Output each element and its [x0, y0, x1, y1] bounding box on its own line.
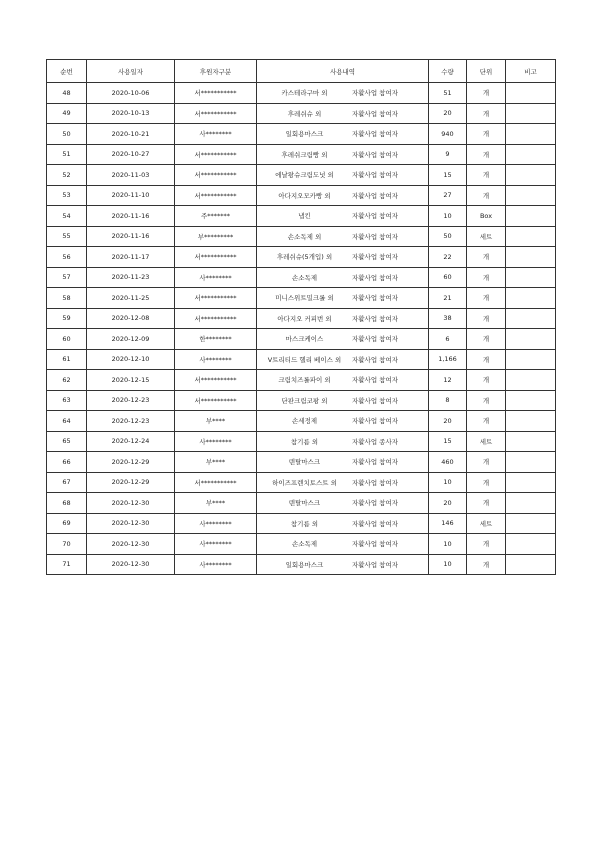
usage-item: 일회용마스크	[285, 560, 324, 569]
cell-no: 61	[47, 349, 87, 370]
cell-unit: 개	[467, 411, 506, 432]
usage-purpose: 자활사업 참여자	[352, 540, 399, 549]
cell-note	[506, 165, 556, 186]
cell-donor: 서***********	[175, 308, 257, 329]
table-row	[47, 288, 556, 309]
usage-item: 손세정제	[291, 417, 318, 426]
cell-donor: 서***********	[175, 390, 257, 411]
cell-no: 66	[47, 452, 87, 473]
cell-unit: 개	[467, 370, 506, 391]
cell-qty: 21	[429, 288, 467, 309]
cell-unit: 개	[467, 144, 506, 165]
cell-usage	[257, 370, 429, 391]
cell-unit: 개	[467, 329, 506, 350]
cell-note	[506, 534, 556, 555]
cell-date: 2020-11-16	[87, 226, 175, 247]
cell-usage	[257, 83, 429, 104]
column-header-qty: 수량	[429, 60, 467, 83]
cell-unit: Box	[467, 206, 506, 227]
cell-usage	[257, 452, 429, 473]
cell-unit: 개	[467, 247, 506, 268]
column-header-unit: 단위	[467, 60, 506, 83]
usage-purpose: 자활사업 참여자	[352, 273, 399, 282]
cell-donor: 사********	[175, 349, 257, 370]
usage-item: 일회용마스크	[285, 130, 324, 139]
cell-date: 2020-12-24	[87, 431, 175, 452]
cell-usage	[257, 206, 429, 227]
cell-donor: 사********	[175, 267, 257, 288]
cell-note	[506, 472, 556, 493]
cell-no: 67	[47, 472, 87, 493]
usage-item: 후레쉬크림빵 외	[281, 150, 328, 159]
table-row	[47, 206, 556, 227]
table-row	[47, 431, 556, 452]
cell-qty: 8	[429, 390, 467, 411]
table-row	[47, 308, 556, 329]
cell-usage	[257, 554, 429, 575]
cell-qty: 38	[429, 308, 467, 329]
cell-date: 2020-10-21	[87, 124, 175, 145]
usage-item: 후레쉬슈 외	[287, 109, 322, 118]
cell-no: 69	[47, 513, 87, 534]
cell-date: 2020-12-15	[87, 370, 175, 391]
cell-no: 65	[47, 431, 87, 452]
column-header-date: 사용일자	[87, 60, 175, 83]
cell-unit: 개	[467, 165, 506, 186]
usage-purpose: 자활사업 참여자	[352, 232, 399, 241]
cell-qty: 50	[429, 226, 467, 247]
cell-note	[506, 288, 556, 309]
cell-donor: 서***********	[175, 370, 257, 391]
usage-item: 단판크림코팡 외	[281, 396, 328, 405]
usage-purpose: 자활사업 참여자	[352, 253, 399, 262]
cell-date: 2020-12-23	[87, 411, 175, 432]
usage-purpose: 자활사업 참여자	[352, 478, 399, 487]
cell-unit: 세트	[467, 431, 506, 452]
cell-no: 51	[47, 144, 87, 165]
cell-date: 2020-11-10	[87, 185, 175, 206]
usage-item: 손소독제	[291, 540, 318, 549]
cell-no: 55	[47, 226, 87, 247]
cell-donor: 사********	[175, 124, 257, 145]
cell-note	[506, 308, 556, 329]
cell-donor: 서***********	[175, 83, 257, 104]
cell-unit: 개	[467, 472, 506, 493]
cell-note	[506, 349, 556, 370]
usage-purpose: 자활사업 참여자	[352, 89, 399, 98]
cell-date: 2020-12-23	[87, 390, 175, 411]
table-row	[47, 124, 556, 145]
cell-no: 63	[47, 390, 87, 411]
usage-item: 에날왕슈크림도넛 외	[275, 171, 334, 180]
cell-qty: 6	[429, 329, 467, 350]
cell-donor: 사********	[175, 534, 257, 555]
cell-usage	[257, 329, 429, 350]
cell-no: 62	[47, 370, 87, 391]
cell-date: 2020-12-30	[87, 554, 175, 575]
cell-note	[506, 329, 556, 350]
cell-donor: 부****	[175, 452, 257, 473]
cell-unit: 개	[467, 349, 506, 370]
cell-donor: 부****	[175, 411, 257, 432]
cell-donor: 서***********	[175, 288, 257, 309]
cell-unit: 개	[467, 103, 506, 124]
usage-table	[46, 59, 556, 575]
cell-qty: 146	[429, 513, 467, 534]
usage-purpose: 자활사업 참여자	[352, 191, 399, 200]
cell-no: 52	[47, 165, 87, 186]
table-row	[47, 452, 556, 473]
cell-qty: 20	[429, 493, 467, 514]
cell-no: 53	[47, 185, 87, 206]
cell-donor: 서***********	[175, 247, 257, 268]
cell-note	[506, 124, 556, 145]
cell-usage	[257, 534, 429, 555]
cell-date: 2020-11-25	[87, 288, 175, 309]
usage-purpose: 자활사업 참여자	[352, 560, 399, 569]
usage-item: 손소독제 외	[287, 232, 322, 241]
cell-note	[506, 370, 556, 391]
cell-unit: 개	[467, 83, 506, 104]
table-row	[47, 411, 556, 432]
cell-usage	[257, 124, 429, 145]
usage-item: 참기름 외	[290, 437, 319, 446]
table-body	[47, 83, 556, 575]
cell-date: 2020-12-30	[87, 493, 175, 514]
table-row	[47, 165, 556, 186]
cell-donor: 한********	[175, 329, 257, 350]
cell-note	[506, 144, 556, 165]
cell-usage	[257, 226, 429, 247]
cell-note	[506, 206, 556, 227]
cell-donor: 부*********	[175, 226, 257, 247]
cell-note	[506, 103, 556, 124]
table-row	[47, 472, 556, 493]
table-row	[47, 185, 556, 206]
cell-date: 2020-11-03	[87, 165, 175, 186]
cell-usage	[257, 431, 429, 452]
cell-note	[506, 554, 556, 575]
cell-usage	[257, 103, 429, 124]
cell-qty: 10	[429, 534, 467, 555]
cell-qty: 20	[429, 103, 467, 124]
usage-purpose: 자활사업 참여자	[352, 519, 399, 528]
cell-qty: 22	[429, 247, 467, 268]
cell-date: 2020-10-06	[87, 83, 175, 104]
cell-usage	[257, 247, 429, 268]
cell-donor: 사********	[175, 513, 257, 534]
cell-note	[506, 452, 556, 473]
table-row	[47, 534, 556, 555]
table-row	[47, 144, 556, 165]
column-header-donor: 후원자구분	[175, 60, 257, 83]
cell-qty: 15	[429, 431, 467, 452]
usage-item: 아다지오모카빵 외	[278, 191, 331, 200]
usage-item: 참기름 외	[290, 519, 319, 528]
cell-donor: 부****	[175, 493, 257, 514]
table-row	[47, 554, 556, 575]
column-header-usage: 사용내역	[257, 60, 429, 83]
cell-unit: 개	[467, 124, 506, 145]
usage-item: 냅킨	[298, 212, 311, 221]
cell-date: 2020-11-16	[87, 206, 175, 227]
table-header	[47, 60, 556, 83]
cell-unit: 개	[467, 267, 506, 288]
usage-item: 미니스위트밀크롤 외	[275, 294, 334, 303]
cell-qty: 12	[429, 370, 467, 391]
cell-unit: 개	[467, 308, 506, 329]
cell-no: 59	[47, 308, 87, 329]
cell-date: 2020-12-09	[87, 329, 175, 350]
cell-date: 2020-11-17	[87, 247, 175, 268]
cell-unit: 세트	[467, 513, 506, 534]
cell-no: 56	[47, 247, 87, 268]
cell-note	[506, 185, 556, 206]
cell-usage	[257, 185, 429, 206]
table-row	[47, 329, 556, 350]
cell-no: 60	[47, 329, 87, 350]
cell-no: 58	[47, 288, 87, 309]
cell-donor: 서***********	[175, 472, 257, 493]
cell-qty: 15	[429, 165, 467, 186]
cell-qty: 460	[429, 452, 467, 473]
cell-no: 71	[47, 554, 87, 575]
cell-usage	[257, 411, 429, 432]
usage-purpose: 자활사업 종사자	[352, 437, 399, 446]
cell-note	[506, 431, 556, 452]
usage-item: 덴탈마스크	[288, 458, 321, 467]
cell-note	[506, 411, 556, 432]
usage-purpose: 자활사업 참여자	[352, 417, 399, 426]
table-row	[47, 370, 556, 391]
header-row	[47, 60, 556, 83]
cell-qty: 9	[429, 144, 467, 165]
cell-unit: 개	[467, 288, 506, 309]
usage-item: 후레쉬슈(5개입) 외	[276, 253, 333, 262]
usage-item: 덴탈마스크	[288, 499, 321, 508]
cell-no: 54	[47, 206, 87, 227]
usage-item: 손소독제	[291, 273, 318, 282]
cell-no: 48	[47, 83, 87, 104]
usage-purpose: 자활사업 참여자	[352, 171, 399, 180]
cell-date: 2020-12-30	[87, 513, 175, 534]
cell-unit: 개	[467, 554, 506, 575]
cell-qty: 10	[429, 472, 467, 493]
cell-date: 2020-12-30	[87, 534, 175, 555]
cell-unit: 개	[467, 390, 506, 411]
cell-donor: 사********	[175, 554, 257, 575]
cell-note	[506, 83, 556, 104]
usage-purpose: 자활사업 참여자	[352, 314, 399, 323]
cell-unit: 개	[467, 452, 506, 473]
usage-purpose: 자활사업 참여자	[352, 355, 399, 364]
cell-donor: 서***********	[175, 144, 257, 165]
table-row	[47, 267, 556, 288]
cell-unit: 개	[467, 185, 506, 206]
cell-qty: 940	[429, 124, 467, 145]
usage-purpose: 자활사업 참여자	[352, 294, 399, 303]
cell-note	[506, 390, 556, 411]
cell-note	[506, 513, 556, 534]
cell-qty: 27	[429, 185, 467, 206]
cell-date: 2020-10-13	[87, 103, 175, 124]
cell-qty: 10	[429, 554, 467, 575]
usage-purpose: 자활사업 참여자	[352, 212, 399, 221]
table-row	[47, 390, 556, 411]
cell-usage	[257, 349, 429, 370]
cell-date: 2020-12-29	[87, 452, 175, 473]
cell-note	[506, 493, 556, 514]
cell-qty: 20	[429, 411, 467, 432]
cell-usage	[257, 288, 429, 309]
cell-qty: 51	[429, 83, 467, 104]
cell-date: 2020-10-27	[87, 144, 175, 165]
usage-purpose: 자활사업 참여자	[352, 499, 399, 508]
cell-donor: 서***********	[175, 165, 257, 186]
usage-purpose: 자활사업 참여자	[352, 396, 399, 405]
cell-donor: 사********	[175, 431, 257, 452]
cell-no: 68	[47, 493, 87, 514]
cell-donor: 서***********	[175, 103, 257, 124]
table-row	[47, 226, 556, 247]
table-row	[47, 349, 556, 370]
usage-purpose: 자활사업 참여자	[352, 109, 399, 118]
usage-item: 하이즈프렌치토스트 외	[272, 478, 337, 487]
cell-no: 50	[47, 124, 87, 145]
cell-note	[506, 247, 556, 268]
usage-purpose: 자활사업 참여자	[352, 458, 399, 467]
cell-no: 70	[47, 534, 87, 555]
cell-usage	[257, 390, 429, 411]
cell-usage	[257, 165, 429, 186]
cell-qty: 60	[429, 267, 467, 288]
usage-purpose: 자활사업 참여자	[352, 150, 399, 159]
usage-item: 크림치즈롤파이 외	[278, 376, 331, 385]
usage-item: 마스크케이스	[285, 335, 324, 344]
column-header-note: 비고	[506, 60, 556, 83]
usage-purpose: 자활사업 참여자	[352, 335, 399, 344]
cell-note	[506, 226, 556, 247]
table-row	[47, 493, 556, 514]
cell-unit: 개	[467, 534, 506, 555]
cell-donor: 서***********	[175, 185, 257, 206]
cell-donor: 주*******	[175, 206, 257, 227]
usage-item: 아다지오 커피번 외	[277, 314, 332, 323]
cell-usage	[257, 308, 429, 329]
cell-usage	[257, 144, 429, 165]
usage-purpose: 자활사업 참여자	[352, 376, 399, 385]
cell-no: 64	[47, 411, 87, 432]
cell-date: 2020-12-10	[87, 349, 175, 370]
cell-no: 57	[47, 267, 87, 288]
cell-date: 2020-12-29	[87, 472, 175, 493]
cell-date: 2020-11-23	[87, 267, 175, 288]
cell-qty: 10	[429, 206, 467, 227]
cell-usage	[257, 493, 429, 514]
cell-note	[506, 267, 556, 288]
cell-unit: 세트	[467, 226, 506, 247]
cell-date: 2020-12-08	[87, 308, 175, 329]
cell-unit: 개	[467, 493, 506, 514]
usage-purpose: 자활사업 참여자	[352, 130, 399, 139]
column-header-no: 순번	[47, 60, 87, 83]
cell-usage	[257, 267, 429, 288]
table-row	[47, 513, 556, 534]
cell-qty: 1,166	[429, 349, 467, 370]
cell-no: 49	[47, 103, 87, 124]
table-row	[47, 83, 556, 104]
usage-item: V트리티드 헬리 베이스 외	[267, 355, 342, 364]
table-row	[47, 103, 556, 124]
usage-item: 카스테라구마 외	[281, 89, 328, 98]
table-row	[47, 247, 556, 268]
cell-usage	[257, 472, 429, 493]
cell-usage	[257, 513, 429, 534]
